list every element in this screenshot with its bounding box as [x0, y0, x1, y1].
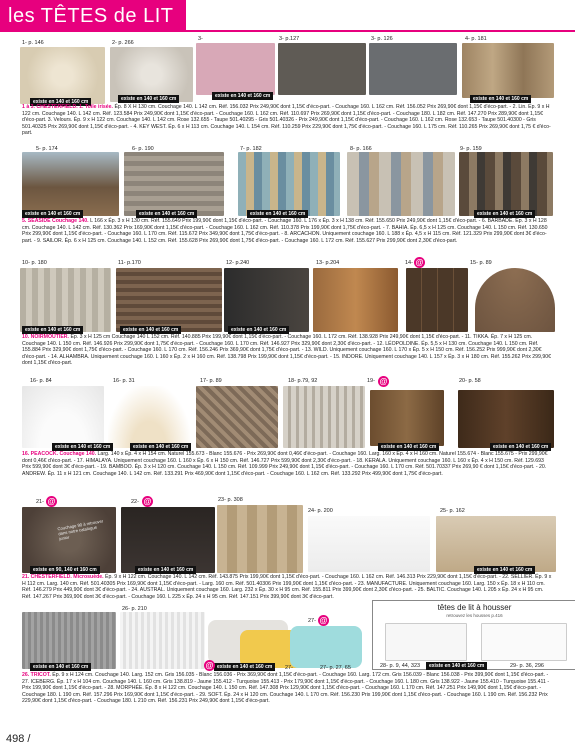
page-header [0, 0, 575, 32]
headboard-photo-velours-gris [369, 43, 457, 95]
headboard-photo-chesterfield-microsuede [22, 507, 116, 573]
product-ref: 5- p. 174 [36, 146, 58, 152]
headboard-photo-barbade [124, 152, 224, 216]
description-block [22, 334, 552, 367]
headboard-photo-himalaya [196, 386, 278, 448]
headboard-photo-morphee [385, 623, 467, 661]
size-tag: existe en 140 et 160 cm [426, 662, 487, 670]
size-tag: existe en 140 et 160 cm [474, 566, 535, 574]
online-exclusive-icon: @ [415, 258, 424, 267]
product-ref: 15- p. 89 [470, 260, 492, 266]
product-ref: 23- p. 308 [218, 497, 243, 503]
description-block [22, 672, 552, 705]
size-tag: existe en 140 et 160 cm [378, 443, 439, 451]
size-tag: existe en 140 et 160 cm [118, 95, 179, 103]
size-tag: existe en 140 et 160 cm [22, 210, 83, 218]
product-ref: 17- p. 89 [200, 378, 222, 384]
headboard-photo-indore [475, 268, 555, 332]
housse-title: têtes de lit à housser [437, 603, 512, 612]
block-text: Ép. 9 x H 122 cm. Couchage 140. L 142 cm. Réf. 143.875 Prix 199,90€ dont 1,15€ d'éco-part. - Couchage 160. L 162 cm. Réf. 146.313 Prix 229,90€ dont 1,15€ d'éco-part. - 22. SELLIER. Ép. 9 x H 112 cm. Larg. 140 cm. Réf. 501.40305 Prix 169,90€ dont 1,15€ d'éco-part. - Larg. 160 cm. Réf. 501.40306 Prix 199,90€ dont 1,15€ d'éco-part. - 23. MANUFACTURE. Uniquement couchage 160. Larg. 150 x Ép. 18 x H 110 cm. Réf. 146.279 Prix 449,90€ dont 3€ d'éco-part. - 24. AUSTRAL. Uniquement couchage 160. Larg. 232 x Ép. 30 x H 95 cm. Réf. 155.811 Prix 399,90€ dont 2,30€ d'éco-part. - 25. BALTIC. Couchage 140. L 205 x Ép. 24 x H 95 cm. Réf. 147.267 Prix 369,90€ dont 3€ d'éco-part. - Couchage 160. L 225 x Ép. 24 x H 95 cm. Réf. 147.151 Prix 399,90€ dont 3€ d'éco-part. [22, 574, 552, 600]
product-ref: 13- p.204 [316, 260, 340, 266]
headboard-photo-wild [313, 268, 398, 332]
online-exclusive-icon: @ [379, 377, 388, 386]
online-exclusive-icon: @ [205, 661, 214, 670]
online-exclusive-icon: @ [319, 616, 328, 625]
size-tag: existe en 140 et 160 cm [120, 326, 181, 334]
block-lead: 10. NOIRMOUTIER. [22, 334, 69, 340]
product-ref: 1- p. 146 [22, 40, 44, 46]
size-tag: existe en 140 et 160 cm [490, 443, 551, 451]
online-exclusive-icon: @ [47, 497, 56, 506]
block-text: Larg. 140 x Ép. 4 x H 154 cm. Naturel 155.673 - Blanc 155.676 - Prix 269,90€ dont 0,46€ d'éco-part. - Couchage 160. Larg. 160 x Ép. 4 x H 160 cm. Naturel 155.674 - Blanc 155.675 - Prix 299,90€ dont 0,46€ d'éco-part. - 17. HIMALAYA. Uniquement couchage 160. L 160 x Ép. 6 x H 150 cm. Réf. 146.727 Prix 599,90€ dont 2,30€ d'éco-part. - 18. KERALA. Uniquement couchage 160. L 160 x Ép. 4 x H 150 cm. Réf. 129.693 Prix 599,90€ dont 3€ d'éco-part. - 19. BAMBOO. Ép. 3 x H 120 cm. Couchage 140. L 150 cm. Réf. 109.999 Prix 249,90€ dont 1,15€ d'éco-part. - Couchage 160. L 170 cm. Réf. 501.70337 Prix 269,90 € dont 1,15€ d'éco-part. - 20. ANDREW. Ép. 11 x H 121 cm. Couchage 140. L 142 cm. Réf. 133.291 Prix 469,90€ dont 1,15€ d'éco-part. - Couchage 160. L 162 cm. Réf. 133.292 Prix 499,90€ dont 1,75€ d'éco-part. [22, 451, 548, 477]
headboard-photo-tricot-blanc [120, 612, 205, 669]
headboard-photo-tikka [116, 268, 222, 332]
product-ref: 26- p. 210 [122, 606, 147, 612]
size-tag: existe en 140 et 160 cm [30, 663, 91, 671]
description-block [22, 218, 552, 244]
headboard-photo-manufacture [217, 505, 303, 573]
product-ref: 12- p.240 [226, 260, 250, 266]
size-tag: existe en 140 et 160 cm [30, 98, 91, 106]
headboard-photo-velours-rose [196, 43, 275, 95]
product-ref: 22- [131, 499, 139, 505]
headboard-photo-key-west [462, 43, 554, 98]
product-ref: 18- p.79, 92 [288, 378, 318, 384]
product-ref: 14- [405, 260, 413, 266]
size-tag: existe en 140 et 160 cm [136, 210, 197, 218]
headboard-photo-noirmoutier [20, 268, 111, 332]
block-lead: 26. TRICOT. [22, 672, 51, 678]
headboard-photo-iceberg-turquoise [290, 626, 362, 668]
product-ref: 27- [285, 665, 293, 671]
product-ref: 16- p. 31 [113, 378, 135, 384]
product-ref: 19- [367, 378, 375, 384]
headboard-photo-alhambra [406, 268, 468, 332]
page-number: 498 / [6, 733, 31, 745]
size-tag: existe en 140 et 160 cm [130, 443, 191, 451]
headboard-photo-kerala [283, 386, 365, 448]
product-ref: 2- p. 266 [112, 40, 134, 46]
block-text: L 166 x Ép. 3 x H 130 cm. Réf. 155.649 Prix 199,90€ dont 1,15€ d'éco-part. - Couchage 160. L 176 x Ép. 3 x H 138 cm. Réf. 155.650 Prix 249,90€ dont 1,15€ d'éco-part. - 6. BARBADE. Ép. 3 x H 128 cm. Couchage 140. L 142 cm. Réf. 130.362 Prix 169,90€ dont 1,15€ d'éco-part. - Couchage 160. L 162 cm. Réf. 110.378 Prix 199,90€ dont 1,75€ d'éco-part. - 7. BAHIA. Ép. 6,5 x H 125 cm. Couchage 140. L 150 cm. Réf. 130.650 Prix 299,90€ dont 1,15€ d'éco-part. - Couchage 160. L 170 cm. Réf. 115.672 Prix 349,90€ dont 1,75€ d'éco-part. - 8. ARCACHON. Uniquement couchage 160. L 188 x Ép. 4,5 x H 115 cm. Réf. 121.329 Prix 299,90€ dont 3€ d'éco-part. - 9. SAILOR. Ép. 6 x H 125 cm. Couchage 140. L 152 cm. Réf. 155.628 Prix 269,90€ dont 1,75€ d'éco-part. - Couchage 160. L 172 cm. Réf. 155.627 Prix 299,90€ dont 2,30€ d'éco-part. [22, 218, 548, 244]
product-ref: 27- [308, 618, 316, 624]
header-rule [186, 30, 575, 32]
headboard-photo-chesterfield-toile [20, 47, 105, 104]
description-block [22, 451, 552, 477]
size-tag: existe en 140 et 160 cm [228, 326, 289, 334]
block-text: Ép. 9 x H 124 cm. Couchage 140. Larg. 152 cm. Gris 156.035 - Blanc 156.036 - Prix 369,90€ dont 1,15€ d'éco-part. - Couchage 160. Larg. 172 cm. Gris 156.039 - Blanc 156.038 - Prix 399,90€ dont 1,15€ d'éco-part. - 27. ICEBERG. Ép. 17 x H 104 cm. Couchage 140. L 160 cm. Gris 138.819 - Jaune 155.412 - Turquoise 155.413 - Prix 179,90€ dont 1,15€ d'éco-part. - Couchage 160. L 180 cm. Gris 138.922 - Jaune 155.410 - Turquoise 155.411 - Prix 199,90€ dont 1,15€ d'éco-part. - 28. MORPHÉE. Ép. 8 x H 122 cm. Couchage 140. L 150 cm. Réf. 147.308 Prix 129,90€ dont 1,15€ d'éco-part. - Couchage 160. L 170 cm. Réf. 147.251 Prix 149,90€ dont 1,15€ d'éco-part. - Couchage 180. L 190 cm. Réf. 157.296 Prix 169,90€ dont 1,15€ d'éco-part. - 29. SOFT. Ép. 24 x H 120 cm. Couchage 140. L 170 cm. Réf. 156.230 Prix 199,90€ dont 1,15€ d'éco-part. - Couchage 160. L 190 cm. Réf. 156.232 Prix 229,90€ dont 1,15€ d'éco-part. - Couchage 180. L 210 cm. Réf. 156.231 Prix 249,90€ dont 1,15€ d'éco-part. [22, 672, 550, 705]
size-tag: existe en 140 et 160 cm [474, 210, 535, 218]
size-tag: existe en 140 et 160 cm [470, 95, 531, 103]
product-ref: 8- p. 166 [350, 146, 372, 152]
product-ref: 24- p. 200 [308, 508, 333, 514]
product-ref: 10- p. 180 [22, 260, 47, 266]
size-tag: existe en 140 et 160 cm [22, 326, 83, 334]
headboard-photo-andrew [458, 390, 554, 448]
headboard-photo-tricot-gris [22, 612, 116, 669]
product-ref: 9- p. 159 [460, 146, 482, 152]
headboard-photo-austral [308, 516, 430, 572]
product-ref: 28- p. 9, 44, 323 [380, 663, 421, 669]
size-tag: existe en 140 et 160 cm [135, 566, 196, 574]
product-ref: 7- p. 182 [240, 146, 262, 152]
product-ref: 3- p. 126 [371, 36, 393, 42]
page-title: les TÊTES de LIT [8, 5, 174, 27]
headboard-photo-peacock-blanc [22, 386, 104, 448]
online-exclusive-icon: @ [143, 497, 152, 506]
housse-subtitle: retrouvez les housses p.416 [446, 613, 503, 618]
product-ref: 21- [36, 499, 44, 505]
size-tag: existe en 140 et 160 cm [247, 210, 308, 218]
headboard-photo-bamboo [370, 390, 444, 446]
headboard-photo-velours-taupe [278, 43, 366, 95]
size-tag: existe en 140 et 160 cm [214, 663, 275, 671]
block-lead: 1 à 3. CHESTERFIELD. 1. Toile irisée. [22, 104, 114, 110]
headboard-photo-chesterfield-lin [110, 47, 193, 102]
product-ref: 4- p. 181 [465, 36, 487, 42]
description-block [22, 104, 552, 137]
headboard-photo-sailor [459, 152, 553, 216]
block-text: Ép. 8 X H 130 cm. Couchage 140. L 142 cm. Réf. 156.032 Prix 249,90€ dont 1,15€ d'éco-part. - Couchage 160. L 162 cm. Réf. 156.052 Prix 269,90€ dont 1,15€ d'éco-part. - 2. Lin. Ép. 9 x H 122 cm. Couchage 140. L 142 cm. Réf. 123.584 Prix 249,90€ dont 1,15€ d'éco-part. - Couchage 160. L 162 cm. Réf. 110.697 Prix 269,90€ dont 1,15€ d'éco-part. - Couchage 180. L 182 cm. Réf. 147.270 Prix 289,90€ dont 1,15€ d'éco-part. 3. Velours. Ép. 9 x H 122 cm. Couchage 140. L 142 cm. Rose 132.655 - Taupe 501.40295 - Gris 501.40326 - Prix 249,90€ dont 1,15€ d'éco-part. - Couchage 160. L 162 cm. Rose 132.653 - Taupe 501.40300 - Gris 501.40325 Prix 269,90€ dont 1,15€ d'éco-part. - 4. KEY WEST. Ép. 6 x H 113 cm. Couchage 140. L 154 cm. Réf. 110.259 Prix 229,90€ dont 1,75€ d'éco-part. - Couchage 160. L 175 cm. Réf. 110.265 Prix 269,90€ dont 1,75 € d'éco-part. [22, 104, 551, 137]
product-ref: 29- p. 36, 296 [510, 663, 544, 669]
product-ref: 3- p.127 [279, 36, 300, 42]
product-ref: 3- [198, 36, 203, 42]
size-tag: existe en 140 et 160 cm [212, 92, 273, 100]
block-lead: 21. CHESTERFIELD. Microsuède. [22, 574, 104, 580]
product-ref: 20- p. 58 [459, 378, 481, 384]
product-ref: 6- p. 190 [132, 146, 154, 152]
headboard-photo-sellier [121, 507, 215, 573]
size-tag: existe en 90, 140 et 160 cm [30, 566, 100, 574]
headboard-photo-leopoldine [224, 268, 309, 332]
product-ref: 27- p. 27, 65 [320, 665, 351, 671]
size-tag: existe en 140 et 160 cm [52, 443, 113, 451]
headboard-photo-seaside [22, 152, 119, 216]
block-text: Ép. 3 x H 125 cm Couchage 140 L 152 cm. Réf. 140.885 Prix 199,90€ dont 1,15€ d'éco-part. - Couchage 160. L 172 cm. Réf. 138.928 Prix 249,90€ dont 1,15€ d'éco-part. - 11. TIKKA. Ép. 7 x H 125 cm. Couchage 140. L 150 cm. Réf. 146.926 Prix 299,90€ dont 1,75€ d'éco-part. - Couchage 160. L 170 cm. Réf. 146.927 Prix 329,90€ dont 2,30€ d'éco-part. - 12. LÉOPOLDINE. Ép. 5,5 x H 130 cm. Couchage 140. L 150 cm. Réf. 155.884 Prix 329,90€ dont 1,75€ d'éco-part. - Couchage 160. L 170 cm. Réf. 156.246 Prix 369,90€ dont 1,75€ d'éco-part. - 13. WILD. Uniquement couchage 160. L 170 x Ép. 5 x H 150 cm. Réf. 156.252 Prix 999,90€ dont 2,30€ d'éco-part. - 14. ALHAMBRA. Uniquement couchage 160. L 160 x Ép. 2 x H 160 cm. Réf. 138.798 Prix 199,90€ dont 1,15€ d'éco-part. - 15. INDORE. Uniquement couchage 140. L 157 x Ép. 3 x H 180 cm. Réf. 155.262 Prix 299,90€ dont 1,15€ d'éco-part. [22, 334, 552, 367]
headboard-photo-bahia [238, 152, 340, 216]
product-ref: 25- p. 162 [440, 508, 465, 514]
junior-note: Couchage 90 à retrouver dans notre catalogue junior [57, 518, 104, 542]
description-block [22, 574, 552, 600]
block-lead: 5. SEASIDE Couchage 140. [22, 218, 89, 224]
headboard-photo-arcachon [347, 152, 455, 216]
headboard-photo-baltic [436, 516, 556, 572]
block-lead: 16. PEACOCK. Couchage 140. [22, 451, 97, 457]
product-ref: 11- p.170 [118, 260, 141, 266]
headboard-photo-peacock-naturel [108, 386, 190, 448]
housse-box [372, 600, 575, 670]
product-ref: 16- p. 84 [30, 378, 52, 384]
headboard-photo-soft [481, 623, 567, 661]
